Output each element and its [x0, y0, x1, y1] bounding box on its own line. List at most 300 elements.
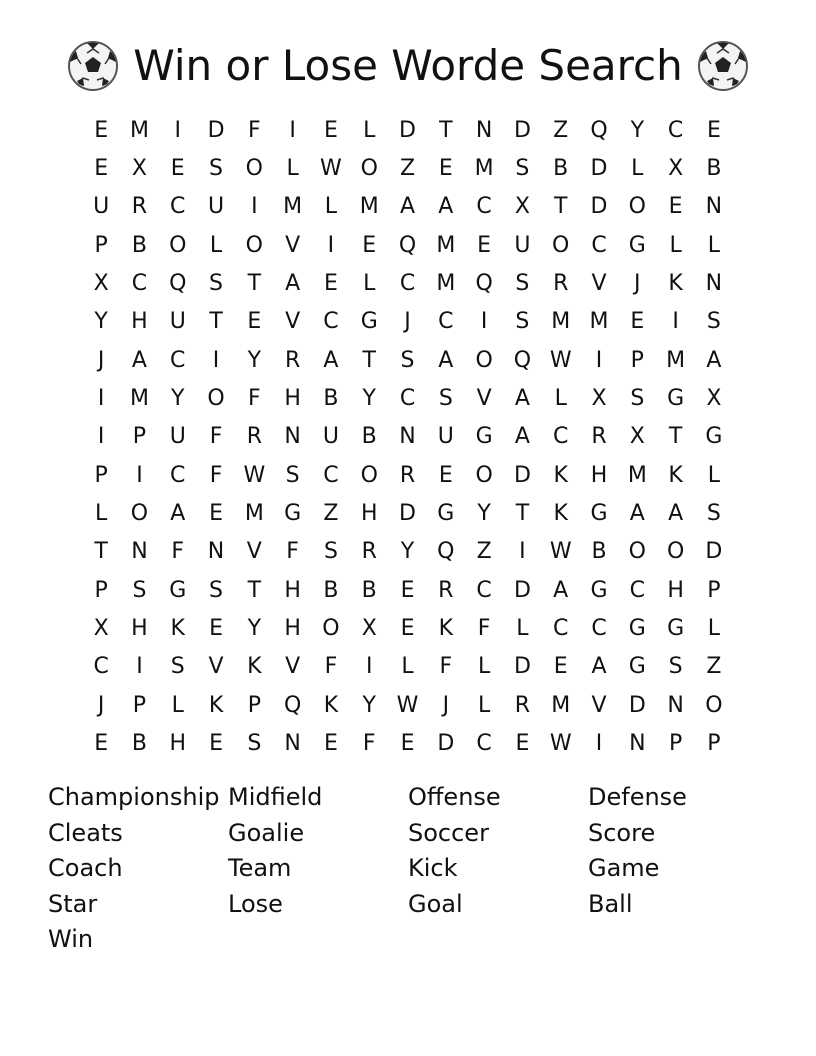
grid-letter[interactable]: F [171, 539, 185, 565]
grid-letter[interactable]: X [361, 616, 377, 642]
grid-letter[interactable]: Q [475, 271, 493, 297]
grid-letter[interactable]: A [514, 386, 530, 412]
grid-letter[interactable]: V [285, 309, 301, 335]
grid-letter[interactable]: D [513, 117, 531, 143]
grid-letter[interactable]: T [209, 309, 223, 335]
grid-letter[interactable]: U [93, 194, 110, 220]
grid-letter[interactable]: Y [247, 347, 262, 373]
grid-letter[interactable]: M [627, 462, 647, 488]
grid-letter[interactable]: E [515, 731, 530, 757]
grid-letter[interactable]: J [97, 347, 105, 373]
grid-letter[interactable]: N [667, 692, 684, 718]
grid-letter[interactable]: X [93, 616, 109, 642]
grid-letter[interactable]: G [628, 616, 646, 642]
grid-letter[interactable]: P [707, 731, 721, 757]
grid-letter[interactable]: K [668, 462, 683, 488]
grid-letter[interactable]: N [705, 271, 723, 297]
grid-letter[interactable]: Y [477, 501, 491, 527]
grid-letter[interactable]: E [477, 232, 492, 258]
grid-letter[interactable]: C [553, 424, 569, 450]
grid-letter[interactable]: A [553, 577, 569, 603]
grid-letter[interactable]: M [551, 309, 571, 335]
grid-letter[interactable]: E [400, 577, 415, 603]
grid-letter[interactable]: N [705, 194, 723, 220]
grid-letter[interactable]: O [628, 194, 646, 220]
grid-letter[interactable]: M [436, 232, 456, 258]
grid-letter[interactable]: I [595, 347, 603, 373]
grid-letter[interactable]: L [363, 271, 376, 297]
grid-letter[interactable]: F [286, 539, 299, 565]
grid-letter[interactable]: D [513, 577, 531, 603]
grid-letter[interactable]: L [516, 616, 529, 642]
grid-letter[interactable]: O [169, 232, 187, 258]
grid-letter[interactable]: K [553, 501, 568, 527]
grid-letter[interactable]: U [514, 232, 531, 258]
grid-letter[interactable]: B [361, 577, 377, 603]
grid-letter[interactable]: W [396, 692, 419, 718]
grid-letter[interactable]: X [591, 386, 607, 412]
grid-letter[interactable]: D [513, 654, 531, 680]
grid-letter[interactable]: K [208, 692, 224, 718]
grid-letter[interactable]: H [131, 616, 148, 642]
grid-letter[interactable]: F [209, 462, 223, 488]
grid-letter[interactable]: O [552, 232, 570, 258]
grid-letter[interactable]: B [361, 424, 377, 450]
grid-letter[interactable]: I [251, 194, 258, 220]
grid-letter[interactable]: D [399, 117, 416, 143]
grid-letter[interactable]: E [553, 654, 568, 680]
grid-letter[interactable]: R [131, 194, 148, 220]
grid-letter[interactable]: B [323, 386, 339, 412]
grid-letter[interactable]: P [668, 731, 683, 757]
grid-letter[interactable]: K [668, 271, 683, 297]
grid-letter[interactable]: A [170, 501, 186, 527]
grid-letter[interactable]: J [404, 309, 411, 335]
grid-letter[interactable]: C [323, 309, 339, 335]
grid-letter[interactable]: K [323, 692, 339, 718]
grid-letter[interactable]: B [706, 156, 722, 182]
grid-letter[interactable]: Z [706, 654, 722, 680]
grid-letter[interactable]: Y [171, 386, 185, 412]
word-list-item: Goalie [228, 818, 305, 847]
grid-letter[interactable]: T [515, 501, 530, 527]
grid-letter[interactable]: D [590, 194, 608, 220]
grid-letter[interactable]: O [360, 462, 378, 488]
grid-letter[interactable]: C [323, 462, 339, 488]
grid-letter[interactable]: L [95, 501, 108, 527]
grid-letter[interactable]: M [666, 347, 686, 373]
grid-letter[interactable]: W [549, 539, 572, 565]
grid-letter[interactable]: D [399, 501, 416, 527]
grid-letter[interactable]: G [590, 501, 608, 527]
grid-letter[interactable]: E [400, 616, 415, 642]
grid-letter[interactable]: Q [513, 347, 532, 373]
grid-letter[interactable]: I [595, 731, 603, 757]
grid-letter[interactable]: V [285, 654, 301, 680]
grid-letter[interactable]: E [438, 462, 453, 488]
grid-letter[interactable]: X [93, 271, 109, 297]
grid-letter[interactable]: E [630, 309, 645, 335]
grid-letter[interactable]: J [442, 692, 450, 718]
grid-letter[interactable]: Y [94, 309, 108, 335]
grid-letter[interactable]: K [553, 462, 568, 488]
grid-letter[interactable]: R [438, 577, 454, 603]
grid-letter[interactable]: V [591, 271, 607, 297]
grid-letter[interactable]: A [438, 194, 454, 220]
grid-letter[interactable]: C [93, 654, 109, 680]
grid-letter[interactable]: Y [362, 386, 376, 412]
grid-letter[interactable]: X [629, 424, 645, 450]
grid-letter[interactable]: V [285, 232, 301, 258]
grid-letter[interactable]: G [628, 654, 646, 680]
grid-letter[interactable]: T [439, 117, 453, 143]
grid-letter[interactable]: N [629, 731, 646, 757]
grid-letter[interactable]: A [629, 501, 645, 527]
word-list-item: Coach [48, 854, 123, 883]
grid-letter[interactable]: T [247, 271, 262, 297]
grid-letter[interactable]: A [399, 194, 416, 220]
grid-letter[interactable]: H [169, 731, 187, 757]
grid-letter[interactable]: A [438, 347, 454, 373]
grid-letter[interactable]: U [207, 194, 225, 220]
grid-letter[interactable]: S [209, 577, 224, 603]
grid-letter[interactable]: P [94, 577, 108, 603]
grid-letter[interactable]: D [207, 117, 225, 143]
grid-letter[interactable]: N [475, 117, 493, 143]
grid-letter[interactable]: M [129, 386, 149, 412]
grid-letter[interactable]: D [437, 731, 455, 757]
grid-letter[interactable]: C [553, 616, 569, 642]
grid-letter[interactable]: E [400, 731, 415, 757]
grid-letter[interactable]: Q [437, 539, 455, 565]
grid-letter[interactable]: N [284, 424, 301, 450]
grid-letter[interactable]: A [285, 271, 301, 297]
grid-letter[interactable]: Y [400, 539, 415, 565]
grid-letter[interactable]: I [480, 309, 488, 335]
grid-letter[interactable]: O [245, 156, 263, 182]
grid-letter[interactable]: W [549, 731, 572, 757]
grid-letter[interactable]: A [706, 347, 722, 373]
grid-letter[interactable]: U [169, 424, 186, 450]
grid-letter[interactable]: Z [476, 539, 492, 565]
grid-letter[interactable]: S [706, 501, 721, 527]
grid-letter[interactable]: C [591, 232, 607, 258]
grid-letter[interactable]: R [514, 692, 531, 718]
grid-letter[interactable]: C [476, 731, 492, 757]
grid-letter[interactable]: O [245, 232, 263, 258]
grid-letter[interactable]: M [551, 692, 571, 718]
grid-letter[interactable]: S [438, 386, 453, 412]
grid-letter[interactable]: C [170, 194, 186, 220]
grid-letter[interactable]: Q [590, 117, 608, 143]
grid-letter[interactable]: S [209, 271, 224, 297]
grid-letter[interactable]: R [284, 347, 301, 373]
grid-letter[interactable]: G [628, 232, 646, 258]
grid-letter[interactable]: T [362, 347, 376, 373]
grid-letter[interactable]: O [130, 501, 149, 527]
grid-letter[interactable]: R [361, 539, 377, 565]
grid-letter[interactable]: T [553, 194, 568, 220]
grid-letter[interactable]: Z [399, 156, 416, 182]
grid-letter[interactable]: G [475, 424, 493, 450]
grid-letter[interactable]: N [131, 539, 148, 565]
grid-letter[interactable]: H [284, 577, 301, 603]
grid-letter[interactable]: L [209, 232, 223, 258]
grid-letter[interactable]: S [515, 156, 530, 182]
grid-letter[interactable]: S [400, 347, 415, 373]
grid-letter[interactable]: Z [553, 117, 569, 143]
grid-letter[interactable]: E [209, 501, 223, 527]
grid-letter[interactable]: C [667, 117, 684, 143]
grid-letter[interactable]: C [476, 577, 492, 603]
grid-letter[interactable]: F [324, 654, 338, 680]
grid-letter[interactable]: M [244, 501, 264, 527]
grid-letter[interactable]: G [590, 577, 608, 603]
grid-letter[interactable]: M [474, 156, 494, 182]
grid-letter[interactable]: G [360, 309, 378, 335]
word-list-item: Goal [408, 889, 463, 918]
grid-letter[interactable]: U [437, 424, 454, 450]
grid-letter[interactable]: I [136, 654, 143, 680]
grid-letter[interactable]: E [323, 271, 338, 297]
grid-letter[interactable]: S [323, 539, 338, 565]
grid-letter[interactable]: I [97, 424, 105, 450]
grid-letter[interactable]: I [212, 347, 220, 373]
grid-letter[interactable]: S [515, 271, 530, 297]
grid-letter[interactable]: F [248, 117, 261, 143]
grid-letter[interactable]: I [519, 539, 526, 565]
grid-letter[interactable]: E [94, 156, 109, 182]
grid-letter[interactable]: S [515, 309, 530, 335]
grid-letter[interactable]: C [629, 577, 645, 603]
grid-letter[interactable]: Q [283, 692, 302, 718]
grid-letter[interactable]: K [247, 654, 262, 680]
grid-letter[interactable]: V [476, 386, 492, 412]
grid-letter[interactable]: L [324, 194, 338, 220]
grid-letter[interactable]: D [590, 156, 608, 182]
grid-letter[interactable]: Y [630, 117, 645, 143]
grid-letter[interactable]: F [439, 654, 453, 680]
grid-letter[interactable]: I [327, 232, 335, 258]
grid-letter[interactable]: S [170, 654, 185, 680]
grid-letter[interactable]: O [322, 616, 340, 642]
grid-letter[interactable]: T [247, 577, 262, 603]
grid-letter[interactable]: W [320, 156, 342, 182]
grid-letter[interactable]: W [549, 347, 572, 373]
grid-letter[interactable]: R [246, 424, 262, 450]
grid-letter[interactable]: E [438, 156, 453, 182]
grid-letter[interactable]: H [667, 577, 684, 603]
grid-letter[interactable]: S [630, 386, 645, 412]
grid-letter[interactable]: A [131, 347, 147, 373]
word-list-item: Star [48, 889, 98, 918]
grid-letter[interactable]: C [399, 386, 416, 412]
grid-letter[interactable]: F [209, 424, 223, 450]
grid-letter[interactable]: M [129, 117, 149, 143]
grid-letter[interactable]: G [667, 386, 685, 412]
grid-letter[interactable]: L [554, 386, 567, 412]
word-list-item: Win [48, 925, 94, 954]
grid-letter[interactable]: P [132, 424, 147, 450]
word-list-item: Cleats [48, 818, 123, 847]
grid-letter[interactable]: L [286, 156, 299, 182]
grid-letter[interactable]: F [362, 731, 376, 757]
grid-letter[interactable]: X [706, 386, 722, 412]
grid-letter[interactable]: B [131, 232, 147, 258]
grid-letter[interactable]: L [669, 232, 682, 258]
grid-letter[interactable]: A [591, 654, 607, 680]
grid-letter[interactable]: C [591, 616, 607, 642]
grid-letter[interactable]: R [591, 424, 607, 450]
grid-letter[interactable]: E [209, 731, 223, 757]
grid-letter[interactable]: O [207, 386, 225, 412]
grid-letter[interactable]: C [131, 271, 148, 297]
grid-letter[interactable]: G [169, 577, 187, 603]
grid-letter[interactable]: E [209, 616, 223, 642]
grid-letter[interactable]: V [591, 692, 607, 718]
grid-letter[interactable]: S [285, 462, 300, 488]
grid-letter[interactable]: A [323, 347, 339, 373]
grid-letter[interactable]: P [132, 692, 147, 718]
grid-letter[interactable]: H [131, 309, 148, 335]
grid-letter[interactable]: C [170, 462, 186, 488]
grid-letter[interactable]: W [243, 462, 266, 488]
grid-letter[interactable]: M [589, 309, 609, 335]
grid-letter[interactable]: L [707, 616, 721, 642]
grid-letter[interactable]: M [359, 194, 379, 220]
grid-letter[interactable]: C [476, 194, 492, 220]
word-list-item: Team [228, 854, 292, 883]
word-list-item: Offense [408, 783, 501, 811]
grid-letter[interactable]: A [668, 501, 684, 527]
grid-letter[interactable]: M [283, 194, 303, 220]
grid-letter[interactable]: L [707, 232, 721, 258]
grid-letter[interactable]: G [284, 501, 302, 527]
grid-letter[interactable]: L [631, 156, 644, 182]
grid-letter[interactable]: R [399, 462, 416, 488]
grid-letter[interactable]: H [590, 462, 608, 488]
grid-letter[interactable]: G [437, 501, 455, 527]
grid-letter[interactable]: I [289, 117, 296, 143]
grid-letter[interactable]: T [94, 539, 108, 565]
grid-letter[interactable]: K [170, 616, 185, 642]
grid-letter[interactable]: P [94, 232, 108, 258]
grid-letter[interactable]: E [247, 309, 262, 335]
grid-letter[interactable]: P [247, 692, 261, 718]
grid-letter[interactable]: I [97, 386, 105, 412]
grid-letter[interactable]: R [553, 271, 569, 297]
grid-letter[interactable]: H [284, 386, 301, 412]
grid-letter[interactable]: D [705, 539, 723, 565]
grid-letter[interactable]: B [323, 577, 339, 603]
grid-letter[interactable]: U [322, 424, 339, 450]
grid-letter[interactable]: L [477, 692, 491, 718]
grid-letter[interactable]: Y [362, 692, 376, 718]
grid-letter[interactable]: I [672, 309, 679, 335]
grid-letter[interactable]: E [668, 194, 683, 220]
grid-letter[interactable]: B [131, 731, 147, 757]
grid-letter[interactable]: K [438, 616, 454, 642]
grid-letter[interactable]: Q [169, 271, 187, 297]
grid-letter[interactable]: B [591, 539, 607, 565]
grid-letter[interactable]: N [207, 539, 225, 565]
grid-letter[interactable]: T [668, 424, 683, 450]
grid-letter[interactable]: L [363, 117, 376, 143]
grid-letter[interactable]: F [477, 616, 491, 642]
word-list-item: Game [588, 854, 660, 883]
grid-letter[interactable]: I [174, 117, 181, 143]
grid-letter[interactable]: Z [323, 501, 339, 527]
grid-letter[interactable]: H [284, 616, 301, 642]
grid-letter[interactable]: P [94, 462, 108, 488]
word-list-item: Kick [408, 854, 458, 883]
grid-letter[interactable]: C [438, 309, 454, 335]
grid-letter[interactable]: M [436, 271, 456, 297]
grid-letter[interactable]: X [131, 156, 147, 182]
grid-letter[interactable]: Q [398, 232, 417, 258]
grid-letter[interactable]: O [475, 347, 493, 373]
grid-letter[interactable]: Y [247, 616, 262, 642]
grid-letter[interactable]: L [171, 692, 184, 718]
grid-letter[interactable]: O [360, 156, 378, 182]
grid-letter[interactable]: J [634, 271, 641, 297]
grid-letter[interactable]: H [360, 501, 378, 527]
grid-letter[interactable]: C [399, 271, 416, 297]
grid-letter[interactable]: X [668, 156, 684, 182]
grid-letter[interactable]: E [323, 117, 338, 143]
grid-letter[interactable]: O [705, 692, 723, 718]
grid-letter[interactable]: E [94, 117, 109, 143]
grid-letter[interactable]: O [666, 539, 685, 565]
grid-letter[interactable]: S [706, 309, 721, 335]
grid-letter[interactable]: I [365, 654, 373, 680]
grid-letter[interactable]: I [136, 462, 143, 488]
grid-letter[interactable]: L [401, 654, 414, 680]
grid-letter[interactable]: B [553, 156, 569, 182]
grid-letter[interactable]: L [477, 654, 491, 680]
word-list-item: Ball [588, 889, 633, 918]
grid-letter[interactable]: P [707, 577, 721, 603]
grid-letter[interactable]: J [97, 692, 105, 718]
grid-letter[interactable]: F [248, 386, 261, 412]
grid-letter[interactable]: E [362, 232, 377, 258]
grid-letter[interactable]: S [209, 156, 224, 182]
grid-letter[interactable]: G [705, 424, 723, 450]
grid-letter[interactable]: E [94, 731, 109, 757]
grid-letter[interactable]: P [630, 347, 644, 373]
grid-letter[interactable]: S [668, 654, 683, 680]
grid-letter[interactable]: N [399, 424, 416, 450]
grid-letter[interactable]: E [323, 731, 338, 757]
grid-letter[interactable]: O [628, 539, 646, 565]
grid-letter[interactable]: D [628, 692, 646, 718]
grid-letter[interactable]: O [475, 462, 493, 488]
grid-letter[interactable]: E [706, 117, 721, 143]
grid-letter[interactable]: V [208, 654, 224, 680]
grid-letter[interactable]: D [513, 462, 531, 488]
grid-letter[interactable]: U [169, 309, 186, 335]
grid-letter[interactable]: E [170, 156, 185, 182]
grid-letter[interactable]: X [514, 194, 530, 220]
grid-letter[interactable]: L [707, 462, 721, 488]
grid-letter[interactable]: S [132, 577, 147, 603]
grid-letter[interactable]: N [284, 731, 301, 757]
grid-letter[interactable]: S [247, 731, 262, 757]
grid-letter[interactable]: G [667, 616, 685, 642]
grid-letter[interactable]: A [514, 424, 530, 450]
grid-letter[interactable]: V [246, 539, 262, 565]
grid-letter[interactable]: C [170, 347, 186, 373]
